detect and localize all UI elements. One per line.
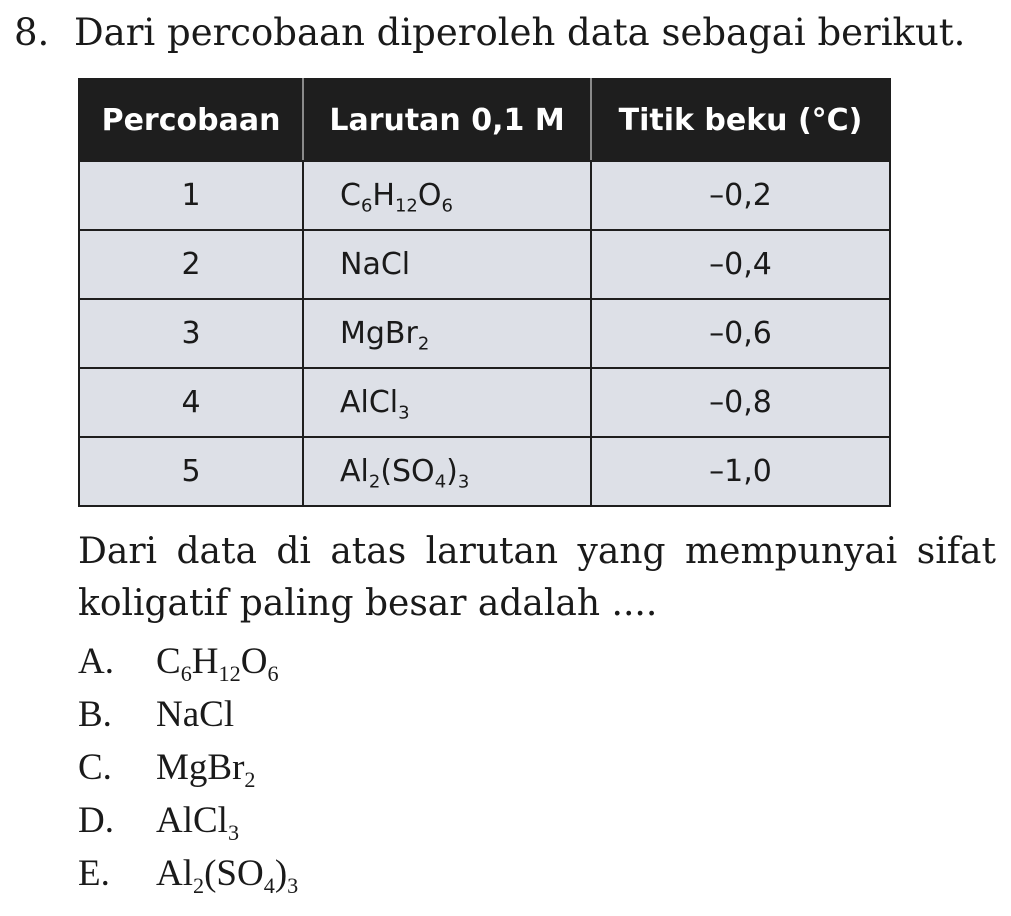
option-formula bbox=[156, 800, 240, 845]
cell-percobaan: 2 bbox=[79, 230, 303, 299]
option-formula-part: MgBr bbox=[156, 747, 245, 788]
solution-formula-subscript: 2 bbox=[417, 333, 430, 355]
option-formula-part: H bbox=[191, 641, 219, 682]
solution-formula-part: ) bbox=[446, 454, 458, 489]
table-body bbox=[79, 161, 890, 506]
option-formula bbox=[156, 641, 279, 686]
option-formula-subscript: 4 bbox=[263, 872, 275, 898]
cell-percobaan: 4 bbox=[79, 368, 303, 437]
cell-percobaan: 5 bbox=[79, 437, 303, 506]
option-formula-subscript: 6 bbox=[180, 660, 192, 686]
cell-percobaan: 3 bbox=[79, 299, 303, 368]
solution-formula-subscript: 4 bbox=[434, 471, 447, 493]
header-larutan: Larutan 0,1 M bbox=[303, 79, 591, 161]
answer-option[interactable] bbox=[78, 741, 298, 794]
cell-larutan bbox=[303, 299, 591, 368]
answer-options bbox=[78, 635, 298, 900]
table-row bbox=[79, 299, 890, 368]
solution-formula-part: H bbox=[372, 178, 395, 213]
option-formula-subscript: 3 bbox=[227, 819, 240, 845]
question-number: 8. bbox=[14, 11, 50, 54]
option-formula bbox=[156, 694, 234, 735]
solution-formula-subscript: 6 bbox=[360, 195, 373, 217]
solution-formula-subscript: 6 bbox=[441, 195, 453, 217]
cell-titik-beku: –1,0 bbox=[591, 437, 890, 506]
option-formula-subscript: 2 bbox=[244, 766, 256, 792]
cell-titik-beku: –0,4 bbox=[591, 230, 890, 299]
solution-formula-part: AlCl bbox=[340, 385, 399, 420]
option-formula-part: AlCl bbox=[156, 800, 228, 841]
option-formula-part: (SO bbox=[204, 853, 264, 894]
solution-formula-part: Al bbox=[340, 454, 369, 489]
answer-option[interactable] bbox=[78, 847, 298, 900]
cell-percobaan: 1 bbox=[79, 161, 303, 230]
answer-option[interactable] bbox=[78, 688, 298, 741]
option-formula-part: C bbox=[156, 641, 181, 682]
solution-formula-part: (SO bbox=[380, 454, 435, 489]
solution-formula-subscript: 2 bbox=[368, 471, 381, 493]
cell-larutan bbox=[303, 161, 591, 230]
table-row bbox=[79, 230, 890, 299]
header-titik-beku: Titik beku (°C) bbox=[591, 79, 890, 161]
question-intro: Dari percobaan diperoleh data sebagai berikut. bbox=[74, 11, 966, 54]
option-letter: B. bbox=[78, 694, 112, 735]
answer-option[interactable] bbox=[78, 794, 298, 847]
option-formula-subscript: 3 bbox=[287, 872, 299, 898]
table-row bbox=[79, 161, 890, 230]
option-formula-part: NaCl bbox=[156, 694, 235, 735]
cell-larutan bbox=[303, 368, 591, 437]
table-row bbox=[79, 437, 890, 506]
option-formula-part: Al bbox=[156, 853, 193, 894]
cell-larutan bbox=[303, 437, 591, 506]
question-header bbox=[14, 8, 965, 58]
cell-larutan bbox=[303, 230, 591, 299]
solution-formula-part: NaCl bbox=[340, 247, 411, 282]
cell-titik-beku: –0,8 bbox=[591, 368, 890, 437]
option-letter: D. bbox=[78, 800, 114, 841]
table-row bbox=[79, 368, 890, 437]
option-letter: C. bbox=[78, 747, 112, 788]
option-letter: A. bbox=[78, 641, 114, 682]
answer-option[interactable] bbox=[78, 635, 298, 688]
option-formula-subscript: 12 bbox=[218, 660, 241, 686]
solution-formula-part: O bbox=[417, 178, 442, 213]
option-formula bbox=[156, 747, 256, 792]
table-header-row bbox=[79, 79, 890, 161]
cell-titik-beku: –0,2 bbox=[591, 161, 890, 230]
question-prompt: Dari data di atas larutan yang mempunyai sifat koligatif paling besar adalah .... bbox=[78, 531, 996, 624]
solution-formula-subscript: 3 bbox=[457, 471, 470, 493]
option-formula-part: O bbox=[240, 641, 268, 682]
option-formula-subscript: 6 bbox=[267, 660, 279, 686]
option-letter: E. bbox=[78, 853, 110, 894]
option-formula-part: ) bbox=[274, 853, 288, 894]
solution-formula-subscript: 3 bbox=[398, 402, 410, 424]
solution-formula-part: MgBr bbox=[340, 316, 418, 351]
option-formula bbox=[156, 853, 299, 898]
solution-formula-subscript: 12 bbox=[394, 195, 418, 217]
solution-formula-part: C bbox=[340, 178, 361, 213]
header-percobaan: Percobaan bbox=[79, 79, 303, 161]
data-table bbox=[78, 78, 891, 507]
option-formula-subscript: 2 bbox=[193, 872, 205, 898]
cell-titik-beku: –0,6 bbox=[591, 299, 890, 368]
